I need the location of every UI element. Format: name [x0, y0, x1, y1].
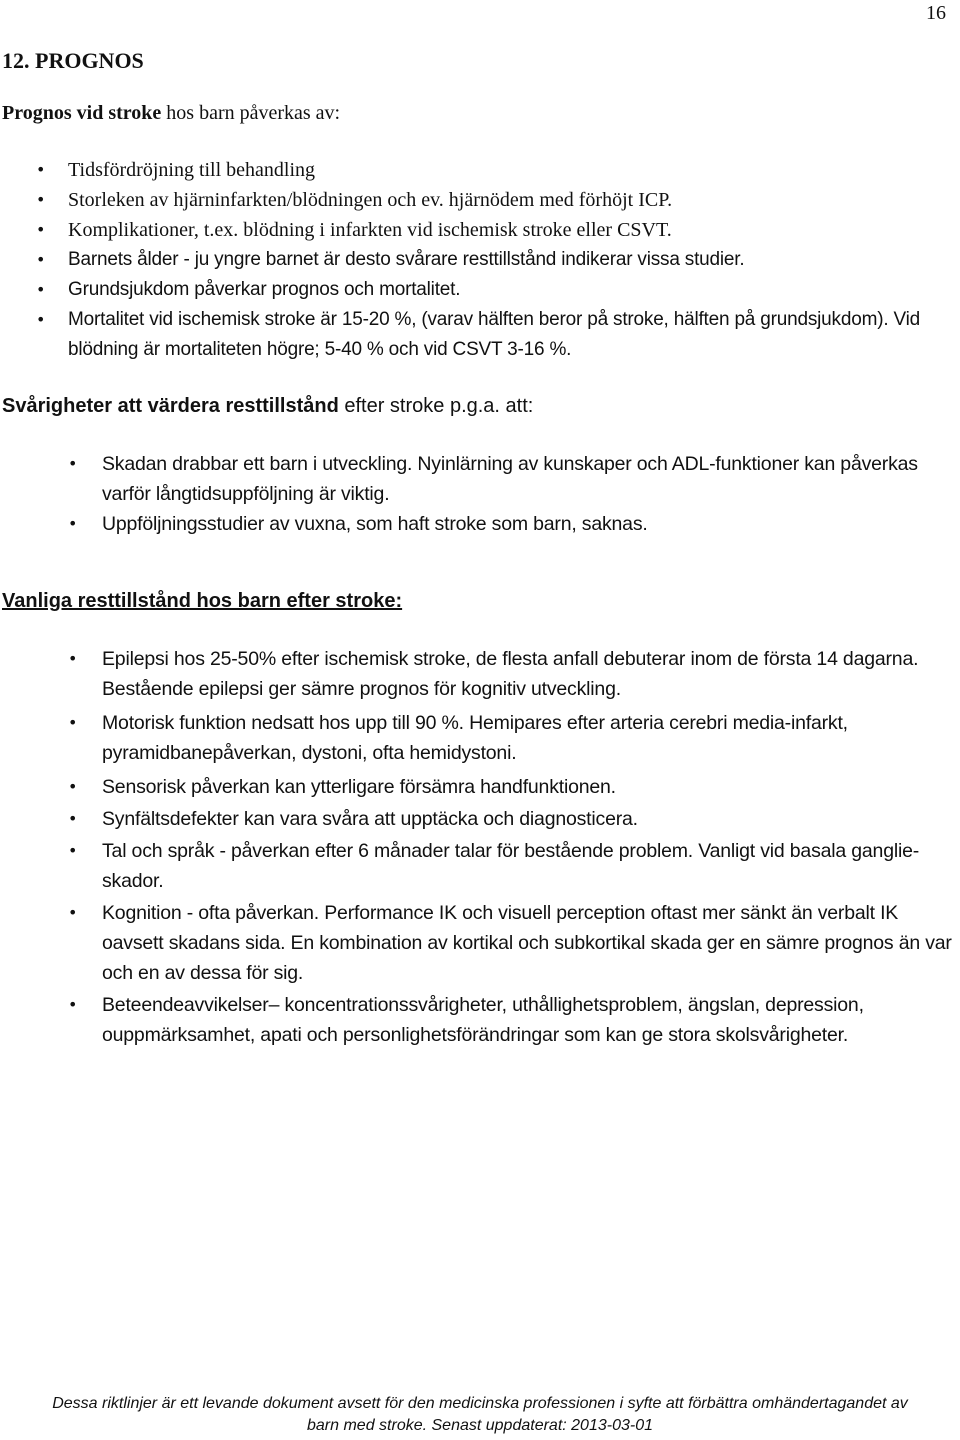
- list-item: • Skadan drabbar ett barn i utveckling. Nyinlärning av kunskaper och ADL-funktioner kan påverkas varför långtidsuppföljning är viktig.: [0, 449, 952, 509]
- intro-text: [2, 102, 340, 125]
- difficulties-heading-bold: Svårigheter att värdera resttillstånd: [2, 395, 339, 417]
- bullet-icon: •: [36, 160, 46, 179]
- page-number: 16: [926, 2, 946, 24]
- bullet-icon: •: [36, 310, 46, 329]
- list-item: • Grundsjukdom påverkar prognos och mortalitet.: [0, 275, 940, 305]
- bullet-icon: •: [68, 454, 78, 473]
- list-item: • Epilepsi hos 25-50% efter ischemisk stroke, de flesta anfall debuterar inom de första 14 dagarna. Bestående epilepsi ger sämre prognos för kognitiv utveckling.: [0, 644, 952, 704]
- chapter-title: 12. PROGNOS: [2, 48, 144, 73]
- bullet-icon: •: [68, 809, 78, 828]
- list-item: • Storleken av hjärninfarkten/blödningen och ev. hjärnödem med förhöjt ICP.: [0, 185, 940, 215]
- list-item: • Uppföljningsstudier av vuxna, som haft stroke som barn, saknas.: [0, 509, 952, 539]
- intro-bold: Prognos vid stroke: [2, 102, 162, 124]
- difficulties-list: [0, 449, 952, 539]
- list-item: • Synfältsdefekter kan vara svåra att upptäcka och diagnosticera.: [0, 804, 952, 834]
- bullet-icon: •: [68, 713, 78, 732]
- bullet-icon: •: [68, 514, 78, 533]
- bullet-icon: •: [68, 649, 78, 668]
- bullet-icon: •: [68, 995, 78, 1014]
- list-item: • Beteendeavvikelser– koncentrationssvårigheter, uthållighetsproblem, ängslan, depression, ouppmärksamhet, apati och personlighetsförändringar som kan ge stora skolsvårigheter.: [0, 990, 952, 1050]
- footer-line-1: Dessa riktlinjer är ett levande dokument avsett för den medicinska professionen i syfte att förbättra omhändertagandet av: [52, 1395, 908, 1412]
- list-item: • Tidsfördröjning till behandling: [0, 155, 940, 185]
- list-item: • Motorisk funktion nedsatt hos upp till 90 %. Hemipares efter arteria cerebri media-infarkt, pyramidbanepåverkan, dystoni, ofta hemidystoni.: [0, 708, 952, 768]
- footer-line-2: barn med stroke. Senast uppdaterat: 2013-03-01: [307, 1417, 653, 1434]
- common-sequelae-heading: Vanliga resttillstånd hos barn efter stroke:: [2, 590, 403, 612]
- list-item: • Komplikationer, t.ex. blödning i infarkten vid ischemisk stroke eller CSVT.: [0, 215, 940, 245]
- difficulties-heading-rest: efter stroke p.g.a. att:: [338, 395, 534, 417]
- bullet-icon: •: [36, 250, 46, 269]
- list-item: • Kognition - ofta påverkan. Performance IK och visuell perception oftast mer sänkt än verbalt IK oavsett skadans sida. En kombination av kortikal och subkortikal skada ger en sämre prognos än var och en av dessa för sig.: [0, 898, 952, 988]
- bullet-icon: •: [36, 190, 46, 209]
- bullet-icon: •: [68, 777, 78, 796]
- difficulties-heading: [2, 395, 533, 418]
- bullet-icon: •: [68, 841, 78, 860]
- intro-rest: hos barn påverkas av:: [161, 102, 341, 124]
- page-footer: [0, 1393, 960, 1437]
- list-item: • Mortalitet vid ischemisk stroke är 15-20 %, (varav hälften beror på stroke, hälften på grundsjukdom). Vid blödning är mortaliteten högre; 5-40 % och vid CSVT 3-16 %.: [0, 305, 940, 365]
- bullet-icon: •: [68, 903, 78, 922]
- prognosis-factor-list: [0, 155, 940, 365]
- bullet-icon: •: [36, 220, 46, 239]
- list-item: • Barnets ålder - ju yngre barnet är desto svårare resttillstånd indikerar vissa studier.: [0, 245, 940, 275]
- list-item: • Sensorisk påverkan kan ytterligare försämra handfunktionen.: [0, 772, 952, 802]
- list-item: • Tal och språk - påverkan efter 6 månader talar för bestående problem. Vanligt vid basala ganglie-skador.: [0, 836, 952, 896]
- bullet-icon: •: [36, 280, 46, 299]
- common-sequelae-list: [0, 644, 952, 1050]
